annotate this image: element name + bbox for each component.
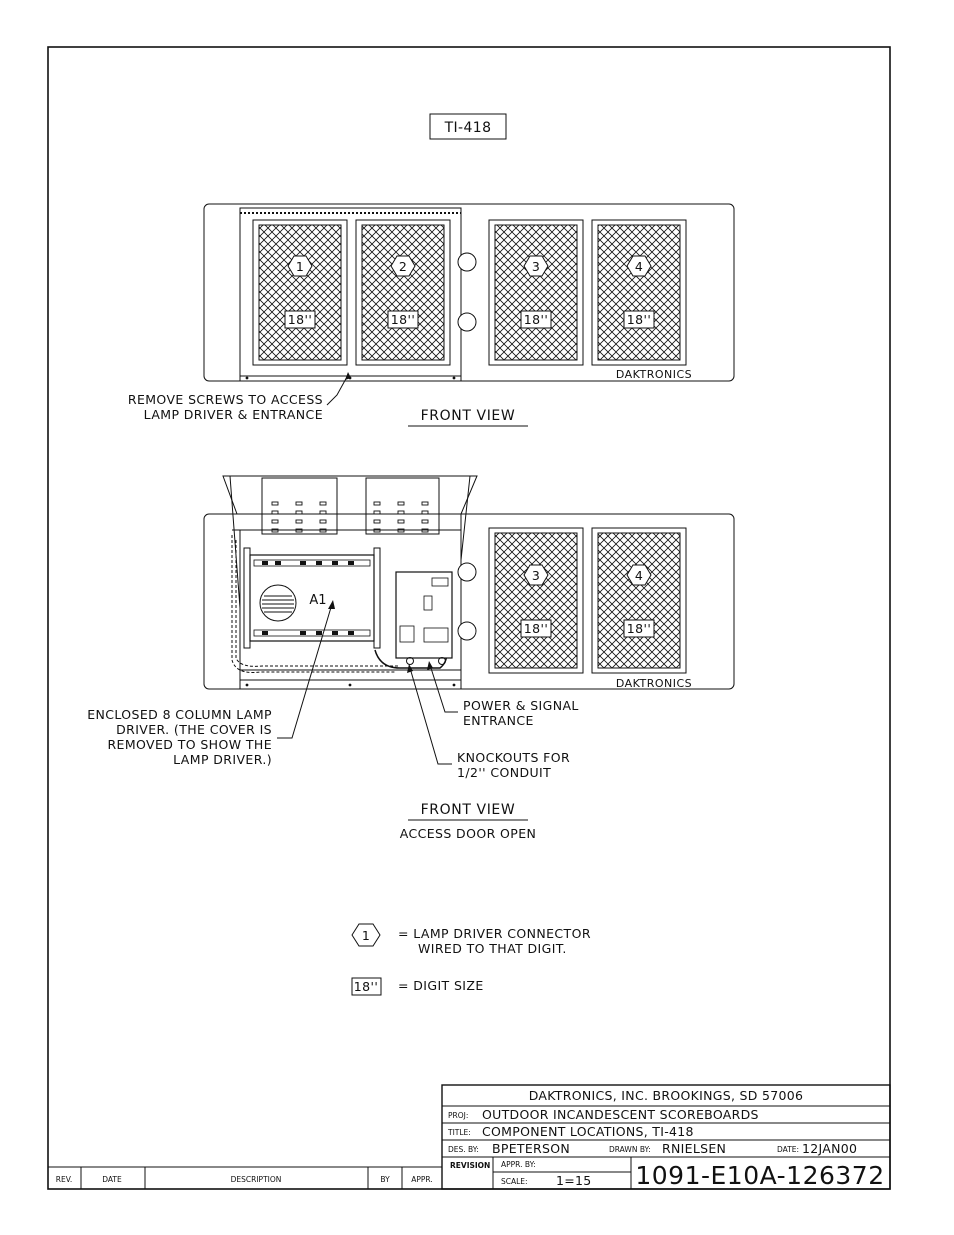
callout-lamp-driver-line1: ENCLOSED 8 COLUMN LAMP	[87, 707, 272, 722]
digit-module-4	[592, 220, 686, 365]
callout-lamp-driver-line3: REMOVED TO SHOW THE	[107, 737, 272, 752]
view-title-front: FRONT VIEW	[420, 408, 516, 424]
tb-drawing-number: 1091-E10A-126372	[635, 1161, 885, 1190]
legend	[352, 924, 591, 995]
digit-module-3	[489, 220, 583, 365]
brand-label: DAKTRONICS	[615, 677, 693, 690]
digit-connector-number: 4	[634, 259, 644, 274]
tb-company: DAKTRONICS, INC. BROOKINGS, SD 57006	[528, 1088, 804, 1103]
digit-module-4	[592, 528, 686, 673]
tb-scale-label: SCALE:	[501, 1177, 528, 1186]
callout-remove-screws-line2: LAMP DRIVER & ENTRANCE	[143, 407, 323, 422]
tb-revision-label: REVISION	[450, 1161, 491, 1170]
component-label-a1: A1	[309, 593, 327, 608]
digit-module-2	[356, 220, 450, 365]
tb-proj-label: PROJ:	[448, 1111, 469, 1120]
digit-size-label: 18''	[523, 312, 549, 327]
callout-knockouts-line2: 1/2'' CONDUIT	[457, 765, 552, 780]
digit-size-label: 18''	[626, 312, 652, 327]
digit-size-label: 18''	[523, 621, 549, 636]
view-subtitle-access-door-open: ACCESS DOOR OPEN	[399, 826, 537, 841]
tb-date: 12JAN00	[802, 1141, 858, 1156]
rev-col-by: BY	[380, 1175, 390, 1184]
callout-remove-screws: REMOVE SCREWS TO ACCESS	[127, 392, 323, 407]
legend-size-text: = DIGIT SIZE	[398, 978, 484, 993]
tb-drawn-label: DRAWN BY:	[609, 1145, 651, 1154]
rev-col-date: DATE	[102, 1175, 122, 1184]
brand-label: DAKTRONICS	[615, 368, 693, 381]
tb-date-label: DATE:	[777, 1145, 800, 1154]
legend-connector-text-line2: WIRED TO THAT DIGIT.	[418, 941, 567, 956]
legend-connector-symbol: 1	[361, 928, 371, 943]
rev-col-appr: APPR.	[411, 1175, 433, 1184]
fan-grille-icon	[260, 585, 296, 621]
tb-title-label: TITLE:	[448, 1128, 471, 1137]
digit-connector-number: 2	[398, 259, 408, 274]
tb-appr-label: APPR. BY:	[501, 1160, 536, 1169]
digit-size-label: 18''	[390, 312, 416, 327]
view-title-front-open: FRONT VIEW	[420, 802, 516, 818]
digit-connector-number: 4	[634, 568, 644, 583]
digit-size-label: 18''	[626, 621, 652, 636]
front-view-closed	[128, 204, 734, 426]
digit-connector-number: 3	[531, 568, 541, 583]
digit-module-1	[253, 220, 347, 365]
digit-connector-number: 1	[295, 259, 305, 274]
tb-proj: OUTDOOR INCANDESCENT SCOREBOARDS	[482, 1107, 759, 1122]
callout-power-signal-line1: POWER & SIGNAL	[463, 698, 579, 713]
rev-col-rev: REV.	[55, 1175, 73, 1184]
digit-module-3	[489, 528, 583, 673]
model-tag-text: TI-418	[444, 120, 492, 136]
callout-lamp-driver-line4: LAMP DRIVER.)	[173, 752, 272, 767]
title-block	[442, 1085, 890, 1190]
tb-scale: 1=15	[556, 1173, 592, 1188]
tb-des-label: DES. BY:	[448, 1145, 479, 1154]
tb-title: COMPONENT LOCATIONS, TI-418	[482, 1124, 694, 1139]
digit-size-label: 18''	[287, 312, 313, 327]
lamp-driver-a1	[244, 548, 380, 648]
front-view-open	[87, 476, 734, 841]
legend-connector-text-line1: = LAMP DRIVER CONNECTOR	[398, 926, 591, 941]
sheet-border	[48, 47, 890, 1189]
digit-connector-number: 3	[531, 259, 541, 274]
power-signal-entrance	[396, 572, 452, 665]
model-tag	[430, 114, 506, 139]
callout-knockouts-line1: KNOCKOUTS FOR	[457, 750, 571, 765]
rev-col-description: DESCRIPTION	[230, 1175, 282, 1184]
callout-power-signal-line2: ENTRANCE	[463, 713, 534, 728]
tb-des-by: BPETERSON	[492, 1141, 571, 1156]
callout-lamp-driver-line2: DRIVER. (THE COVER IS	[116, 722, 272, 737]
revision-block	[48, 1167, 442, 1189]
legend-size-symbol: 18''	[353, 979, 379, 994]
tb-drawn-by: RNIELSEN	[662, 1141, 727, 1156]
